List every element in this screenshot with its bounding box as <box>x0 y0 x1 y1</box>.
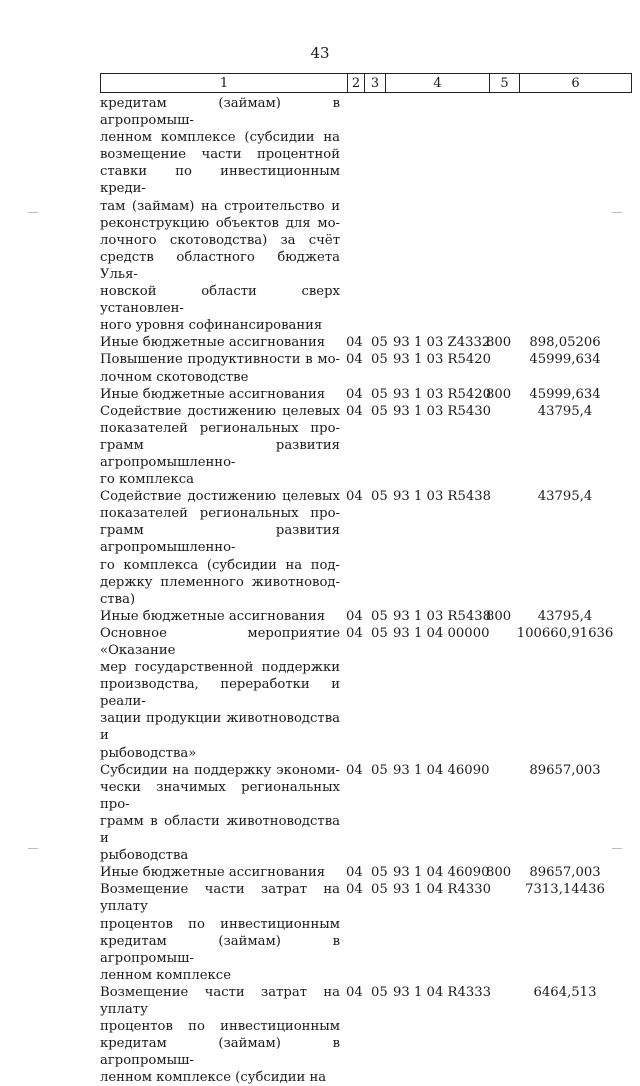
table-row <box>100 864 632 881</box>
header-col-6: 6 <box>520 74 632 93</box>
row-c6: 43795,4 <box>537 403 593 419</box>
row-c3: 05 <box>371 625 388 641</box>
row-name-line: держку племенного животновод- <box>100 574 340 590</box>
page-number: 43 <box>310 44 330 62</box>
row-c3: 05 <box>371 608 388 624</box>
row-c2: 04 <box>346 386 363 402</box>
row-c3: 05 <box>371 762 388 778</box>
row-name-line: ленном комплексе (субсидии на <box>100 1070 327 1086</box>
row-name-line: Иные бюджетные ассигнования <box>100 608 326 624</box>
row-c3: 05 <box>371 489 388 505</box>
table-header <box>100 73 632 93</box>
header-col-1: 1 <box>101 74 348 93</box>
table-row <box>100 984 632 1086</box>
table-row <box>100 403 632 488</box>
row-name-line: реконструкцию объектов для мо- <box>100 215 340 231</box>
row-c3: 05 <box>371 882 388 898</box>
margin-mark <box>612 848 622 849</box>
row-name-line: Иные бюджетные ассигнования <box>100 865 326 881</box>
row-name-line: Субсидии на поддержку экономи- <box>100 762 340 778</box>
row-name <box>100 386 340 403</box>
row-c6: 45999,634 <box>529 386 601 402</box>
row-c4: 93 1 04 R4333 <box>393 984 492 1000</box>
margin-mark <box>28 848 38 849</box>
row-name-line: ленном комплексе <box>100 967 231 983</box>
row-name-line: кредитам (займам) в агропромыш- <box>100 933 340 966</box>
row-c3: 05 <box>371 403 388 419</box>
row-name <box>100 762 340 865</box>
row-name <box>100 488 340 608</box>
row-name-line: Возмещение части затрат на уплату <box>100 882 340 915</box>
row-name-line: Иные бюджетные ассигнования <box>100 386 326 402</box>
row-c5: 800 <box>486 865 512 881</box>
row-c4: 93 1 04 R4330 <box>393 882 492 898</box>
header-col-4: 4 <box>386 74 490 93</box>
table-row <box>100 386 632 403</box>
row-name-line: возмещение части процентной <box>100 147 340 163</box>
row-name-line: чески значимых региональных про- <box>100 779 340 812</box>
row-name-line: ства) <box>100 591 136 607</box>
row-c4: 93 1 03 R5420 <box>393 352 492 368</box>
table-row <box>100 351 632 385</box>
table-row <box>100 95 632 334</box>
row-c4: 93 1 03 Z4332 <box>393 335 491 351</box>
header-col-3: 3 <box>365 74 386 93</box>
row-c6: 45999,634 <box>529 352 601 368</box>
row-name-line: новской области сверх установлен- <box>100 284 340 317</box>
table-row <box>100 608 632 625</box>
row-c2: 04 <box>346 984 363 1000</box>
row-name-line: грамм развития агропромышленно- <box>100 437 340 470</box>
row-name-line: го комплекса (субсидии на под- <box>100 557 340 573</box>
row-name-line: средств областного бюджета Улья- <box>100 249 340 282</box>
row-c2: 04 <box>346 403 363 419</box>
row-name-line: ного уровня софинансирования <box>100 318 323 334</box>
row-c3: 05 <box>371 386 388 402</box>
row-name-line: производства, переработки и реали- <box>100 677 340 710</box>
row-name-line: Основное мероприятие «Оказание <box>100 625 340 658</box>
row-c6: 89657,003 <box>529 865 601 881</box>
row-c5: 800 <box>486 608 512 624</box>
row-name-line: процентов по инвестиционным <box>100 1019 340 1035</box>
row-name-line: там (займам) на строительство и <box>100 198 340 214</box>
row-name-line: Возмещение части затрат на уплату <box>100 984 340 1017</box>
row-c4: 93 1 03 R5420 <box>393 386 492 402</box>
margin-mark <box>28 212 38 213</box>
row-c2: 04 <box>346 608 363 624</box>
row-name-line: ставки по инвестиционным креди- <box>100 164 340 197</box>
table-row <box>100 881 632 984</box>
row-name <box>100 403 340 488</box>
row-c2: 04 <box>346 335 363 351</box>
row-c5: 800 <box>486 386 512 402</box>
row-c4: 93 1 03 R5430 <box>393 403 492 419</box>
row-name <box>100 334 340 351</box>
row-c2: 04 <box>346 762 363 778</box>
row-name <box>100 864 340 881</box>
row-c6: 100660,91636 <box>516 625 614 641</box>
row-name-line: показателей региональных про- <box>100 420 340 436</box>
row-name <box>100 95 340 334</box>
row-name-line: мер государственной поддержки <box>100 660 340 676</box>
row-name-line: Содействие достижению целевых <box>100 403 340 419</box>
row-name-line: грамм в области животноводства и <box>100 813 340 847</box>
row-name-line: ленном комплексе (субсидии на <box>100 130 340 146</box>
margin-mark <box>612 212 622 213</box>
row-name-line: зации продукции животноводства и <box>100 711 340 744</box>
row-name-line: грамм развития агропромышленно- <box>100 523 340 556</box>
row-name-line: Содействие достижению целевых <box>100 489 340 505</box>
row-name <box>100 625 340 762</box>
row-c6: 898,05206 <box>529 335 601 351</box>
row-name-line: рыбоводства» <box>100 745 197 761</box>
row-name <box>100 608 340 625</box>
row-c3: 05 <box>371 984 388 1000</box>
row-c3: 05 <box>371 335 388 351</box>
row-c2: 04 <box>346 882 363 898</box>
row-name <box>100 351 340 385</box>
row-c2: 04 <box>346 489 363 505</box>
header-col-5: 5 <box>490 74 520 93</box>
table-row <box>100 762 632 865</box>
row-name-line: кредитам (займам) в агропромыш- <box>100 1036 340 1069</box>
row-name-line: рыбоводства <box>100 848 189 864</box>
row-name-line: Иные бюджетные ассигнования <box>100 335 326 351</box>
row-name-line: лочном скотоводстве <box>100 369 249 385</box>
row-c6: 43795,4 <box>537 489 593 505</box>
row-c5: 800 <box>486 335 512 351</box>
row-name-line: процентов по инвестиционным <box>100 916 340 932</box>
row-name-line: го комплекса <box>100 472 194 488</box>
row-name-line: кредитам (займам) в агропромыш- <box>100 96 340 129</box>
row-c4: 93 1 03 R5438 <box>393 489 492 505</box>
row-c2: 04 <box>346 352 363 368</box>
header-col-2: 2 <box>348 74 365 93</box>
row-c6: 43795,4 <box>537 608 593 624</box>
table-row <box>100 334 632 351</box>
row-name <box>100 984 340 1086</box>
row-c6: 6464,513 <box>533 984 597 1000</box>
row-c6: 7313,14436 <box>525 882 605 898</box>
row-name-line: показателей региональных про- <box>100 506 340 522</box>
row-c6: 89657,003 <box>529 762 601 778</box>
table-row <box>100 488 632 608</box>
row-c3: 05 <box>371 865 388 881</box>
row-name-line: Повышение продуктивности в мо- <box>100 352 340 368</box>
row-c4: 93 1 04 00000 <box>393 625 490 641</box>
row-c4: 93 1 04 46090 <box>393 865 490 881</box>
row-name-line: лочного скотоводства) за счёт <box>100 232 340 248</box>
table-row <box>100 625 632 762</box>
row-c2: 04 <box>346 625 363 641</box>
row-name <box>100 881 340 984</box>
row-c2: 04 <box>346 865 363 881</box>
row-c4: 93 1 03 R5438 <box>393 608 492 624</box>
table-body <box>100 95 632 1086</box>
row-c4: 93 1 04 46090 <box>393 762 490 778</box>
row-c3: 05 <box>371 352 388 368</box>
